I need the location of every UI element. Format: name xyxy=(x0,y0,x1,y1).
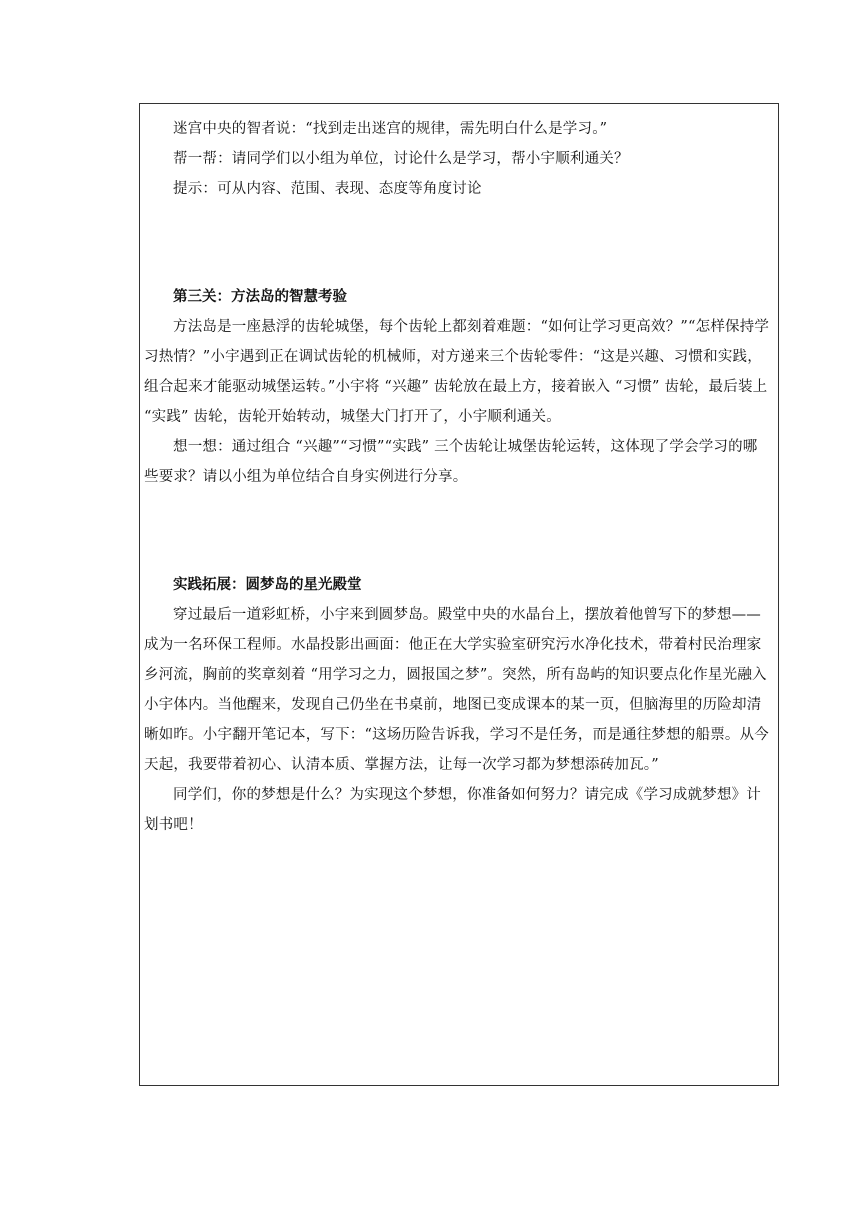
section-title-level3: 第三关：方法岛的智慧考验 xyxy=(173,289,347,305)
hint-text: 提示：可从内容、范围、表现、态度等角度讨论 xyxy=(173,181,482,197)
dream-island-story: 穿过最后一道彩虹桥，小宇来到圆梦岛。殿堂中央的水晶台上，摆放着他曾写下的梦想—— 成为一名环保工程师。水晶投影出画面：他正在大学实验室研究污水净化技术，带着村民治理家乡河流，胸前的奖章刻着 “用学习之力，圆报国之梦”。突然，所有岛屿的知识要点化作星光融入小宇体内。当他醒来，发现自己仍坐在书桌前，地图已变成课本的某一页，但脑海里的历险却清晰如昨。小宇翻开笔记本，写下：“这场历险告诉我，学习不是任务，而是通往梦想的船票。从今天起，我要带着初心、认清本质、掌握方法，让每一次学习都为梦想添砖加瓦。” xyxy=(144,607,770,773)
sage-quote: 迷宫中央的智者说：“找到走出迷宫的规律，需先明白什么是学习。” xyxy=(173,121,608,137)
spacer xyxy=(144,492,772,570)
spacer xyxy=(144,204,772,282)
think-prompt: 想一想：通过组合 “兴趣”“习惯”“实践” 三个齿轮让城堡齿轮运转，这体现了学会学习的哪些要求？请以小组为单位结合自身实例进行分享。 xyxy=(144,439,758,485)
help-prompt: 帮一帮：请同学们以小组为单位，讨论什么是学习，帮小宇顺利通关？ xyxy=(173,151,629,167)
section-title-practice: 实践拓展：圆梦岛的星光殿堂 xyxy=(173,577,362,593)
method-island-story: 方法岛是一座悬浮的齿轮城堡，每个齿轮上都刻着难题：“如何让学习更高效？”“怎样保持学习热情？”小宇遇到正在调试齿轮的机械师，对方递来三个齿轮零件：“这是兴趣、习惯和实践，组合起来才能驱动城堡运转。”小宇将 “兴趣” 齿轮放在最上方，接着嵌入 “习惯” 齿轮，最后装上 “实践” 齿轮，齿轮开始转动，城堡大门打开了，小宇顺利通关。 xyxy=(144,319,770,425)
document-body xyxy=(140,104,778,840)
content-table-cell xyxy=(139,103,779,1086)
dream-question: 同学们，你的梦想是什么？为实现这个梦想，你准备如何努力？请完成《学习成就梦想》计划书吧！ xyxy=(144,787,761,833)
